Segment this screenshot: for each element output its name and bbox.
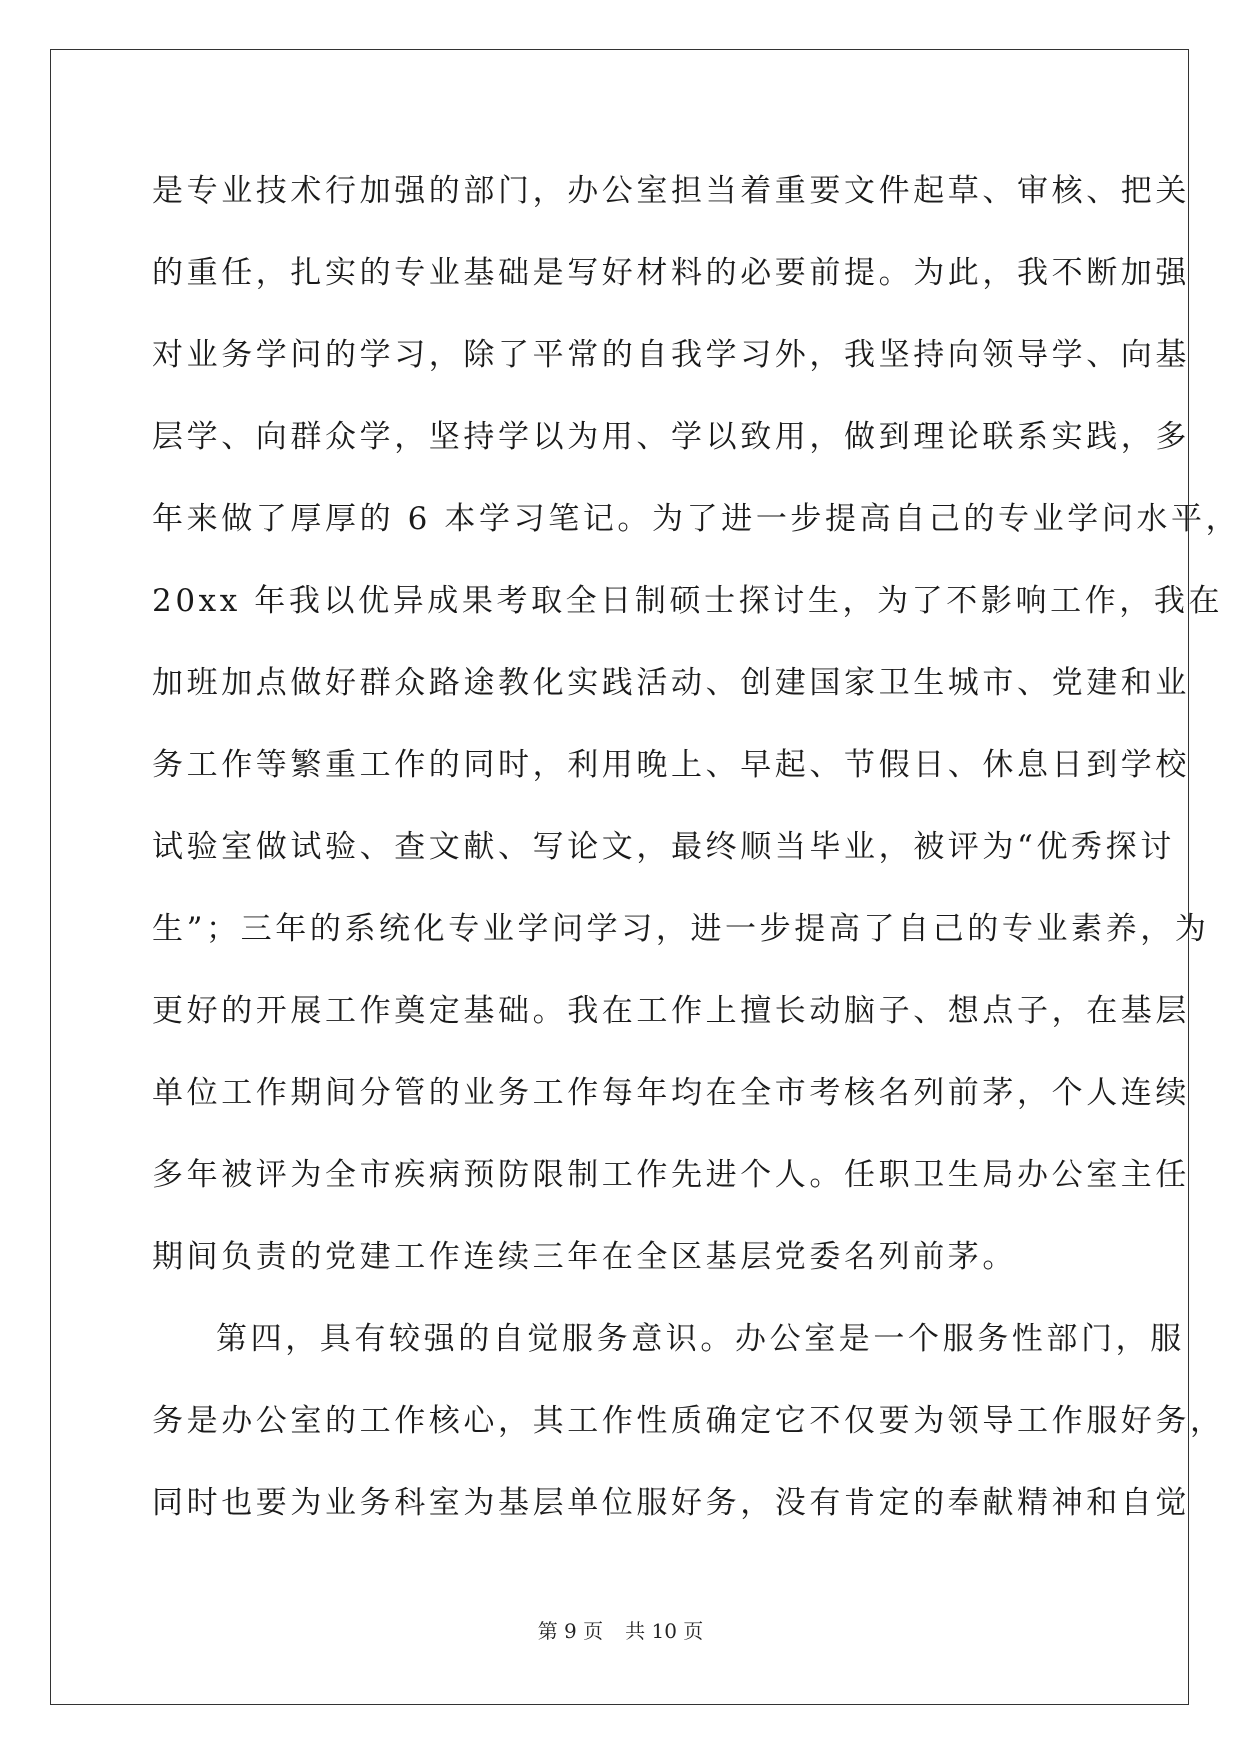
- text-line: 多年被评为全市疾病预防限制工作先进个人。任职卫生局办公室主任: [152, 1157, 1190, 1193]
- text-line: 是专业技术行加强的部门，办公室担当着重要文件起草、审核、把关: [152, 173, 1190, 209]
- text-line: 务是办公室的工作核心，其工作性质确定它不仅要为领导工作服好务，: [152, 1403, 1225, 1439]
- document-body: [152, 163, 1241, 1557]
- text-line: 同时也要为业务科室为基层单位服好务，没有肯定的奉献精神和自觉: [152, 1485, 1190, 1521]
- text-line: 20xx 年我以优异成果考取全日制硕士探讨生，为了不影响工作，我在: [152, 583, 1224, 619]
- text-line: 层学、向群众学，坚持学以为用、学以致用，做到理论联系实践，多: [152, 419, 1190, 455]
- text-line: 生”；三年的系统化专业学问学习，进一步提高了自己的专业素养，为: [152, 911, 1210, 947]
- text-line: 加班加点做好群众路途教化实践活动、创建国家卫生城市、党建和业: [152, 665, 1190, 701]
- text-line: 更好的开展工作奠定基础。我在工作上擅长动脑子、想点子，在基层: [152, 993, 1190, 1029]
- text-line: 务工作等繁重工作的同时，利用晚上、早起、节假日、休息日到学校: [152, 747, 1190, 783]
- text-line: 的重任，扎实的专业基础是写好材料的必要前提。为此，我不断加强: [152, 255, 1190, 291]
- text-line: 期间负责的党建工作连续三年在全区基层党委名列前茅。: [152, 1239, 1017, 1275]
- paragraph-start-line: 第四，具有较强的自觉服务意识。办公室是一个服务性部门，服: [216, 1321, 1185, 1357]
- text-line: 对业务学问的学习，除了平常的自我学习外，我坚持向领导学、向基: [152, 337, 1190, 373]
- text-line: 试验室做试验、查文献、写论文，最终顺当毕业，被评为“优秀探讨: [152, 829, 1175, 865]
- text-line: 年来做了厚厚的 6 本学习笔记。为了进一步提高自己的专业学问水平，: [152, 501, 1241, 537]
- text-line: 单位工作期间分管的业务工作每年均在全市考核名列前茅，个人连续: [152, 1075, 1190, 1111]
- page-number-current: 第 9 页: [537, 1619, 604, 1643]
- page-footer: [0, 1618, 1241, 1644]
- page-number-total: 共 10 页: [625, 1619, 704, 1643]
